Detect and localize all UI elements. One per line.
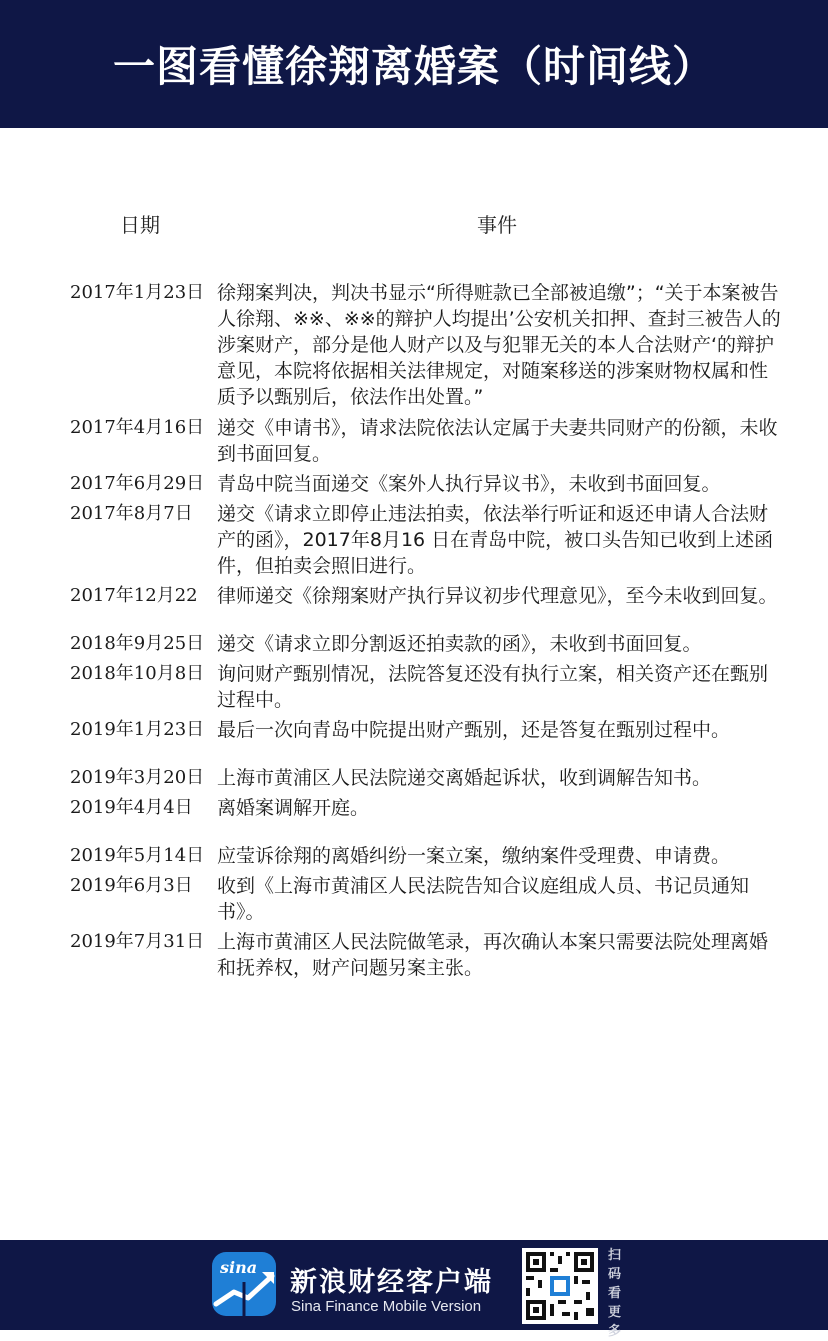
timeline-row bbox=[70, 929, 790, 981]
timeline-row bbox=[70, 661, 790, 713]
timeline-event: 上海市黄浦区人民法院递交离婚起诉状，收到调解告知书。 bbox=[217, 767, 712, 789]
timeline-event: 青岛中院当面递交《案外人执行异议书》，未收到书面回复。 bbox=[217, 473, 721, 495]
timeline-row bbox=[70, 873, 790, 925]
sina-finance-logo[interactable] bbox=[212, 1252, 276, 1316]
timeline-row bbox=[70, 415, 790, 467]
timeline-row bbox=[70, 471, 790, 497]
timeline-event: 递交《请求立即停止违法拍卖，依法举行听证和返还申请人合法财产的函》，2017年8月16 日在青岛中院，被口头告知已收到上述函件，但拍卖会照旧进行。 bbox=[217, 503, 774, 577]
column-header-date: 日期 bbox=[120, 213, 160, 237]
timeline-event: 最后一次向青岛中院提出财产甄别，还是答复在甄别过程中。 bbox=[217, 719, 731, 741]
timeline-date: 2018年9月25日 bbox=[70, 633, 205, 654]
timeline-date: 2017年8月7日 bbox=[70, 503, 193, 524]
timeline-row bbox=[70, 795, 790, 821]
qr-code-icon bbox=[522, 1248, 598, 1324]
timeline-date: 2018年10月8日 bbox=[70, 663, 205, 684]
column-header-event: 事件 bbox=[477, 213, 517, 237]
timeline-date: 2019年3月20日 bbox=[70, 767, 205, 788]
timeline-event: 递交《请求立即分割返还拍卖款的函》，未收到书面回复。 bbox=[217, 633, 702, 655]
timeline-event: 律师递交《徐翔案财产执行异议初步代理意见》，至今未收到回复。 bbox=[217, 585, 778, 607]
timeline-row bbox=[70, 501, 790, 579]
timeline-date: 2019年6月3日 bbox=[70, 875, 193, 896]
timeline-date: 2019年4月4日 bbox=[70, 797, 193, 818]
timeline-event: 收到《上海市黄浦区人民法院告知合议庭组成人员、书记员通知书》。 bbox=[217, 875, 750, 923]
page-title: 一图看懂徐翔离婚案（时间线） bbox=[112, 42, 715, 91]
timeline-event: 离婚案调解开庭。 bbox=[217, 797, 370, 819]
timeline-date: 2017年6月29日 bbox=[70, 473, 205, 494]
timeline-date: 2019年5月14日 bbox=[70, 845, 205, 866]
timeline-row bbox=[70, 717, 790, 743]
timeline-date: 2019年7月31日 bbox=[70, 931, 205, 952]
brand-subtitle: Sina Finance Mobile Version bbox=[291, 1298, 482, 1315]
brand-name: 新浪财经客户端 bbox=[290, 1267, 493, 1298]
timeline-row bbox=[70, 843, 790, 869]
timeline-date: 2017年1月23日 bbox=[70, 282, 205, 303]
timeline-date: 2017年4月16日 bbox=[70, 417, 205, 438]
timeline-row bbox=[70, 583, 790, 609]
timeline-event: 上海市黄浦区人民法院做笔录，再次确认本案只需要法院处理离婚和抚养权，财产问题另案主张。 bbox=[217, 931, 769, 979]
logo-text: sina bbox=[220, 1258, 258, 1277]
footer-banner bbox=[0, 1240, 828, 1339]
header-banner bbox=[0, 0, 828, 128]
scan-hint: 扫码看更多 bbox=[608, 1248, 622, 1339]
timeline-event: 应莹诉徐翔的离婚纠纷一案立案，缴纳案件受理费、申请费。 bbox=[217, 845, 731, 867]
timeline-row bbox=[70, 280, 790, 410]
timeline-event: 徐翔案判决，判决书显示“所得赃款已全部被追缴”；“关于本案被告人徐翔、※※、※※的辩护人均提出’公安机关扣押、查封三被告人的涉案财产，部分是他人财产以及与犯罪无关的本人合法财产‘的辩护意见，本院将依据相关法律规定，对随案移送的涉案财物权属和性质予以甄别后，依法作出处置。” bbox=[217, 282, 781, 408]
timeline-event: 询问财产甄别情况，法院答复还没有执行立案，相关资产还在甄别过程中。 bbox=[217, 663, 769, 711]
timeline-list bbox=[70, 280, 790, 981]
qr-code[interactable] bbox=[522, 1248, 598, 1324]
timeline-row bbox=[70, 631, 790, 657]
timeline-row bbox=[70, 765, 790, 791]
timeline-event: 递交《申请书》，请求法院依法认定属于夫妻共同财产的份额，未收到书面回复。 bbox=[217, 417, 778, 465]
timeline-date: 2017年12月22 bbox=[70, 585, 198, 606]
timeline-date: 2019年1月23日 bbox=[70, 719, 205, 740]
